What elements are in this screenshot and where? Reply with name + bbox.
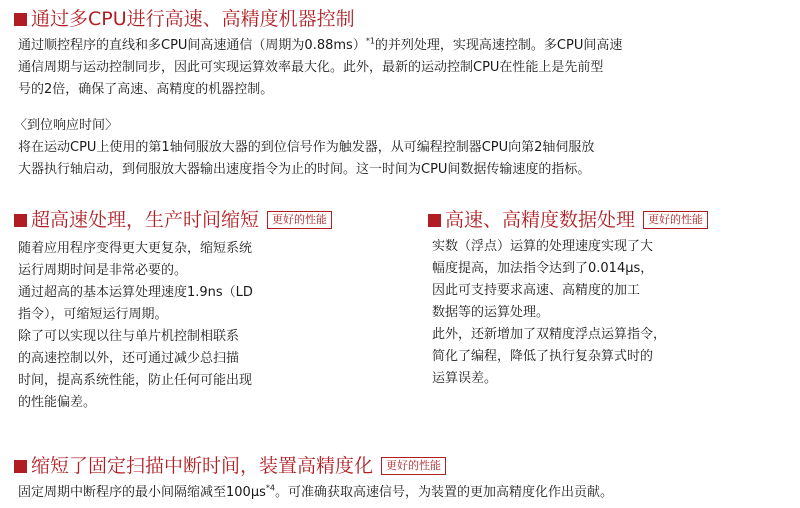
text-segment: 通过顺控程序的直线和多CPU间高速通信（周期为0.88ms） [18, 38, 366, 53]
section-title-text: 超高速处理，生产时间缩短 [31, 209, 260, 231]
footnote-marker: *1 [365, 36, 375, 46]
text-line: 通过超高的基本运算处理速度1.9ns（LD [18, 285, 253, 300]
text-line: 因此可支持要求高速、高精度的加工 [432, 283, 641, 298]
text-segment: 的并列处理，实现高速控制。多CPU间高速 [374, 38, 623, 53]
subsection-body [18, 137, 594, 181]
text-segment: 。可准确获取高速信号，为装置的更加高精度化作出贡献。 [274, 485, 613, 500]
text-line: 通信周期与运动控制同步，因此可实现运算效率最大化。此外，最新的运动控制CPU在性能上是先前型 [18, 60, 604, 75]
better-performance-badge: 更好的性能 [381, 457, 446, 475]
text-line [18, 482, 613, 504]
section4-body [18, 482, 613, 504]
section-title-text: 通过多CPU进行高速、高精度机器控制 [31, 8, 355, 30]
section-title-high-precision-data [428, 209, 708, 231]
text-line: 幅度提高，加法指令达到了0.014μs， [432, 261, 654, 276]
subheading-response-time [14, 116, 118, 136]
section3-body [432, 236, 666, 390]
section1-body [18, 35, 622, 101]
text-line: 指令），可缩短运行周期。 [18, 307, 168, 322]
square-bullet-icon [14, 13, 27, 26]
text-line: 除了可以实现以往与单片机控制相联系 [18, 329, 240, 344]
square-bullet-icon [428, 214, 441, 227]
text-line: 此外，还新增加了双精度浮点运算指令， [432, 327, 667, 342]
text-line: 简化了编程，降低了执行复杂算式时的 [432, 349, 654, 364]
section2-body [18, 238, 253, 414]
text-line: 时间，提高系统性能，防止任何可能出现 [18, 373, 253, 388]
text-segment: 固定周期中断程序的最小间隔缩减至100μs [18, 485, 266, 500]
text-line: 的高速控制以外，还可通过减少总扫描 [18, 351, 240, 366]
text-line: 运算误差。 [432, 371, 498, 386]
text-line: 数据等的运算处理。 [432, 305, 550, 320]
text-line: 大器执行轴启动，到伺服放大器输出速度指令为止的时间。这一时间为CPU间数据传输速度的指标。 [18, 162, 591, 177]
section-title-text: 高速、高精度数据处理 [445, 209, 636, 231]
section-title-ultra-high-speed [14, 209, 332, 231]
footnote-marker: *4 [265, 483, 275, 493]
better-performance-badge: 更好的性能 [267, 211, 332, 229]
section-title-text: 缩短了固定扫描中断时间，装置高精度化 [31, 455, 374, 477]
text-line: 实数（浮点）运算的处理速度实现了大 [432, 239, 654, 254]
better-performance-badge: 更好的性能 [643, 211, 708, 229]
text-line [18, 35, 622, 57]
text-line: 随着应用程序变得更大更复杂，缩短系统 [18, 241, 253, 256]
square-bullet-icon [14, 214, 27, 227]
text-line: 的性能偏差。 [18, 395, 97, 410]
text-line: 将在运动CPU上使用的第1轴伺服放大器的到位信号作为触发器，从可编程控制器CPU向第2轴伺服放 [18, 140, 595, 155]
square-bullet-icon [14, 460, 27, 473]
section-title-fixed-scan-interrupt [14, 455, 446, 477]
text-line: 运行周期时间是非常必要的。 [18, 263, 188, 278]
text-line: 号的2倍，确保了高速、高精度的机器控制。 [18, 82, 274, 97]
section-title-multi-cpu [14, 8, 355, 30]
subheading-text: 〈到位响应时间〉 [14, 118, 119, 133]
